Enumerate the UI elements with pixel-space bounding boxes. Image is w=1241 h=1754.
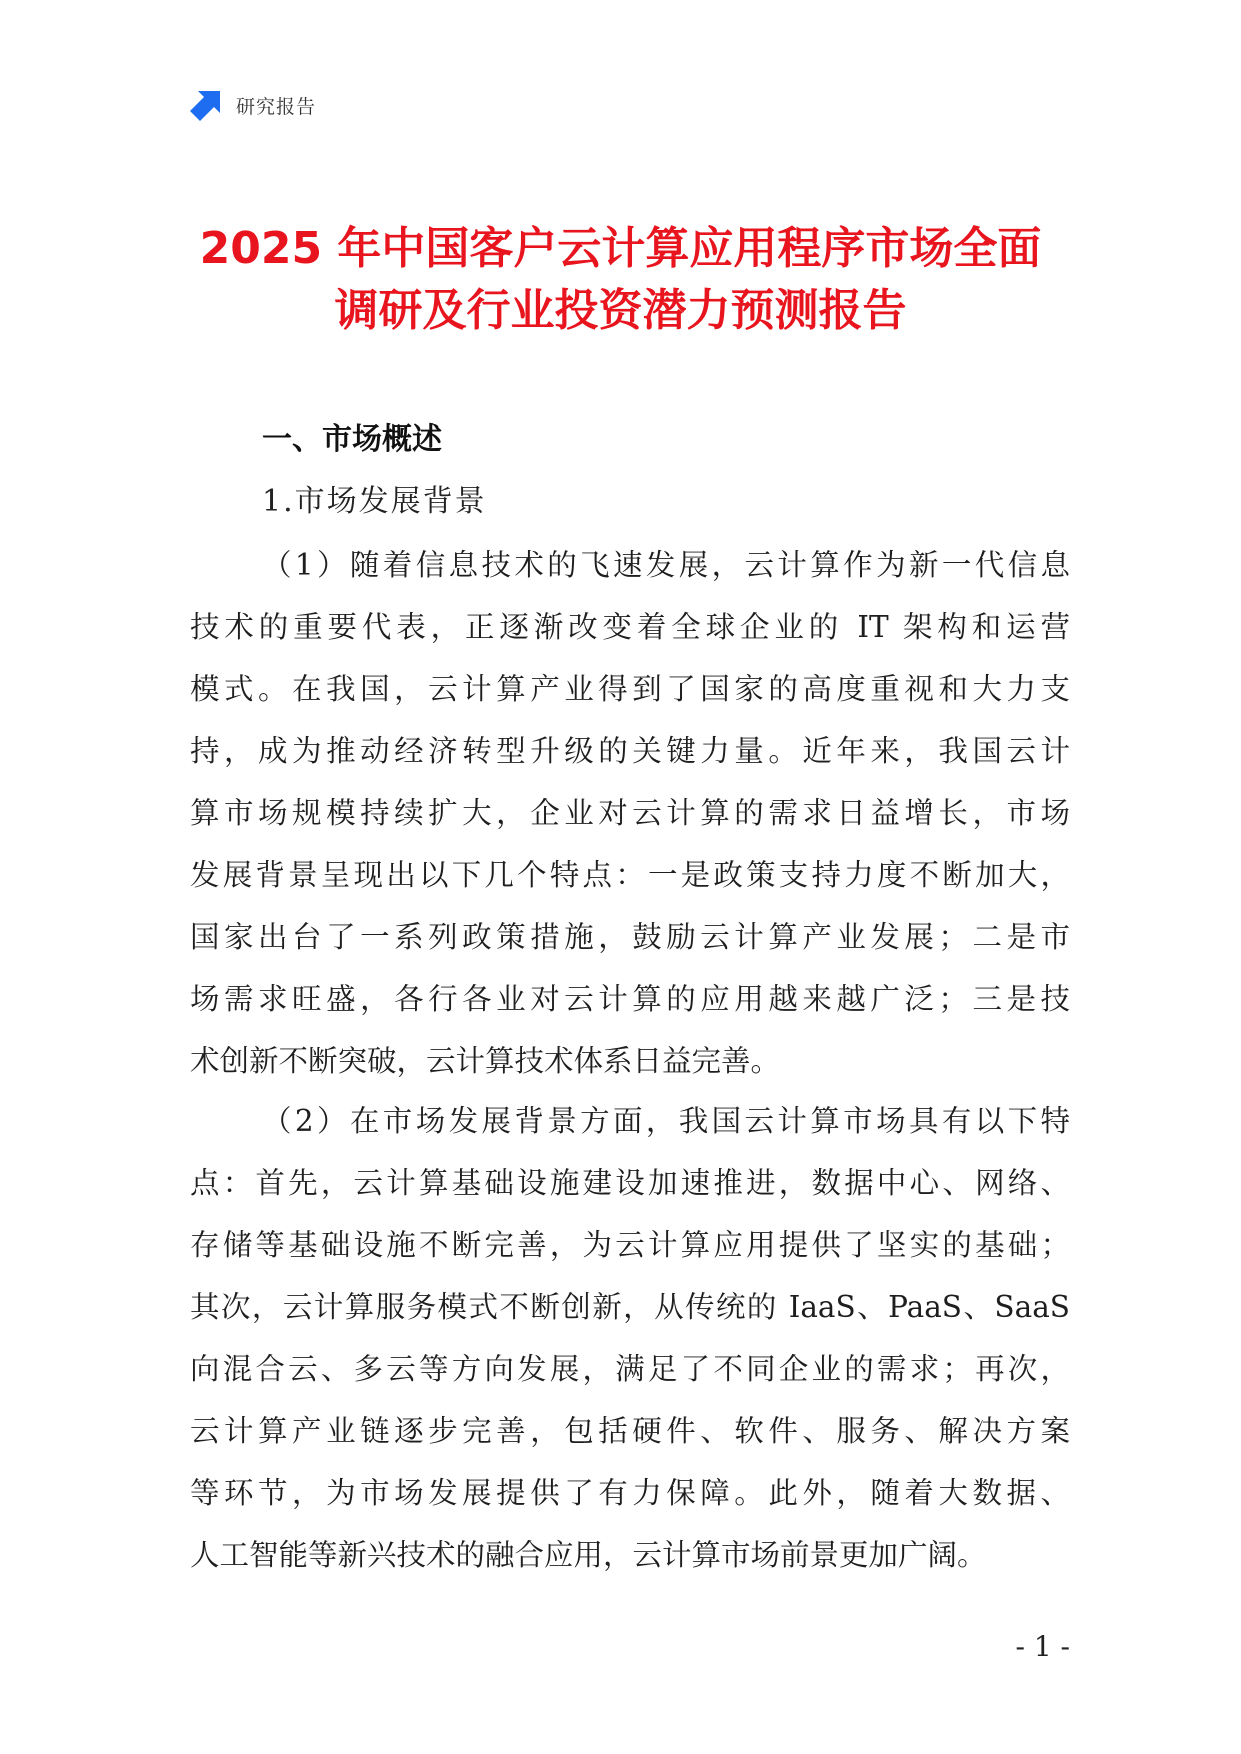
paragraph-line: 技术的重要代表，正逐渐改变着全球企业的 IT 架构和运营: [190, 610, 1070, 644]
paragraph-line: 发展背景呈现出以下几个特点：一是政策支持力度不断加大，: [190, 858, 1070, 892]
section-heading: 一、市场概述: [262, 422, 442, 457]
paragraph-2: [190, 1090, 1070, 1586]
paragraph-1: [190, 534, 1070, 1092]
paragraph-line: 术创新不断突破，云计算技术体系日益完善。: [190, 1044, 781, 1078]
report-header: [190, 88, 316, 122]
paragraph-line: 云计算产业链逐步完善，包括硬件、软件、服务、解决方案: [190, 1414, 1070, 1448]
title-line-1: 2025 年中国客户云计算应用程序市场全面: [199, 223, 1042, 274]
paragraph-line: 等环节，为市场发展提供了有力保障。此外，随着大数据、: [190, 1476, 1070, 1510]
paragraph-line: 国家出台了一系列政策措施，鼓励云计算产业发展；二是市: [190, 920, 1070, 954]
paragraph-line: 人工智能等新兴技术的融合应用，云计算市场前景更加广阔。: [190, 1538, 987, 1572]
page-number: - 1 -: [1015, 1630, 1070, 1663]
paragraph-line: 场需求旺盛，各行各业对云计算的应用越来越广泛；三是技: [190, 982, 1070, 1016]
paragraph-line: 模式。在我国，云计算产业得到了国家的高度重视和大力支: [190, 672, 1070, 706]
sub-heading: 1.市场发展背景: [262, 484, 487, 519]
header-label: 研究报告: [236, 95, 317, 118]
paragraph-line: 算市场规模持续扩大，企业对云计算的需求日益增长，市场: [190, 796, 1070, 830]
paragraph-line: 向混合云、多云等方向发展，满足了不同企业的需求；再次，: [190, 1352, 1070, 1386]
paragraph-line: （1）随着信息技术的飞速发展，云计算作为新一代信息: [262, 548, 1070, 582]
report-title: [140, 218, 1101, 342]
paragraph-line: 存储等基础设施不断完善，为云计算应用提供了坚实的基础；: [190, 1228, 1070, 1262]
paragraph-line: 持，成为推动经济转型升级的关键力量。近年来，我国云计: [190, 734, 1070, 768]
paragraph-line: （2）在市场发展背景方面，我国云计算市场具有以下特: [262, 1104, 1070, 1138]
paragraph-line: 点：首先，云计算基础设施建设加速推进，数据中心、网络、: [190, 1166, 1070, 1200]
title-line-2: 调研及行业投资潜力预测报告: [334, 285, 907, 336]
paragraph-line: 其次，云计算服务模式不断创新，从传统的 IaaS、PaaS、SaaS: [190, 1290, 1070, 1324]
arrow-up-right-icon: [190, 89, 222, 121]
